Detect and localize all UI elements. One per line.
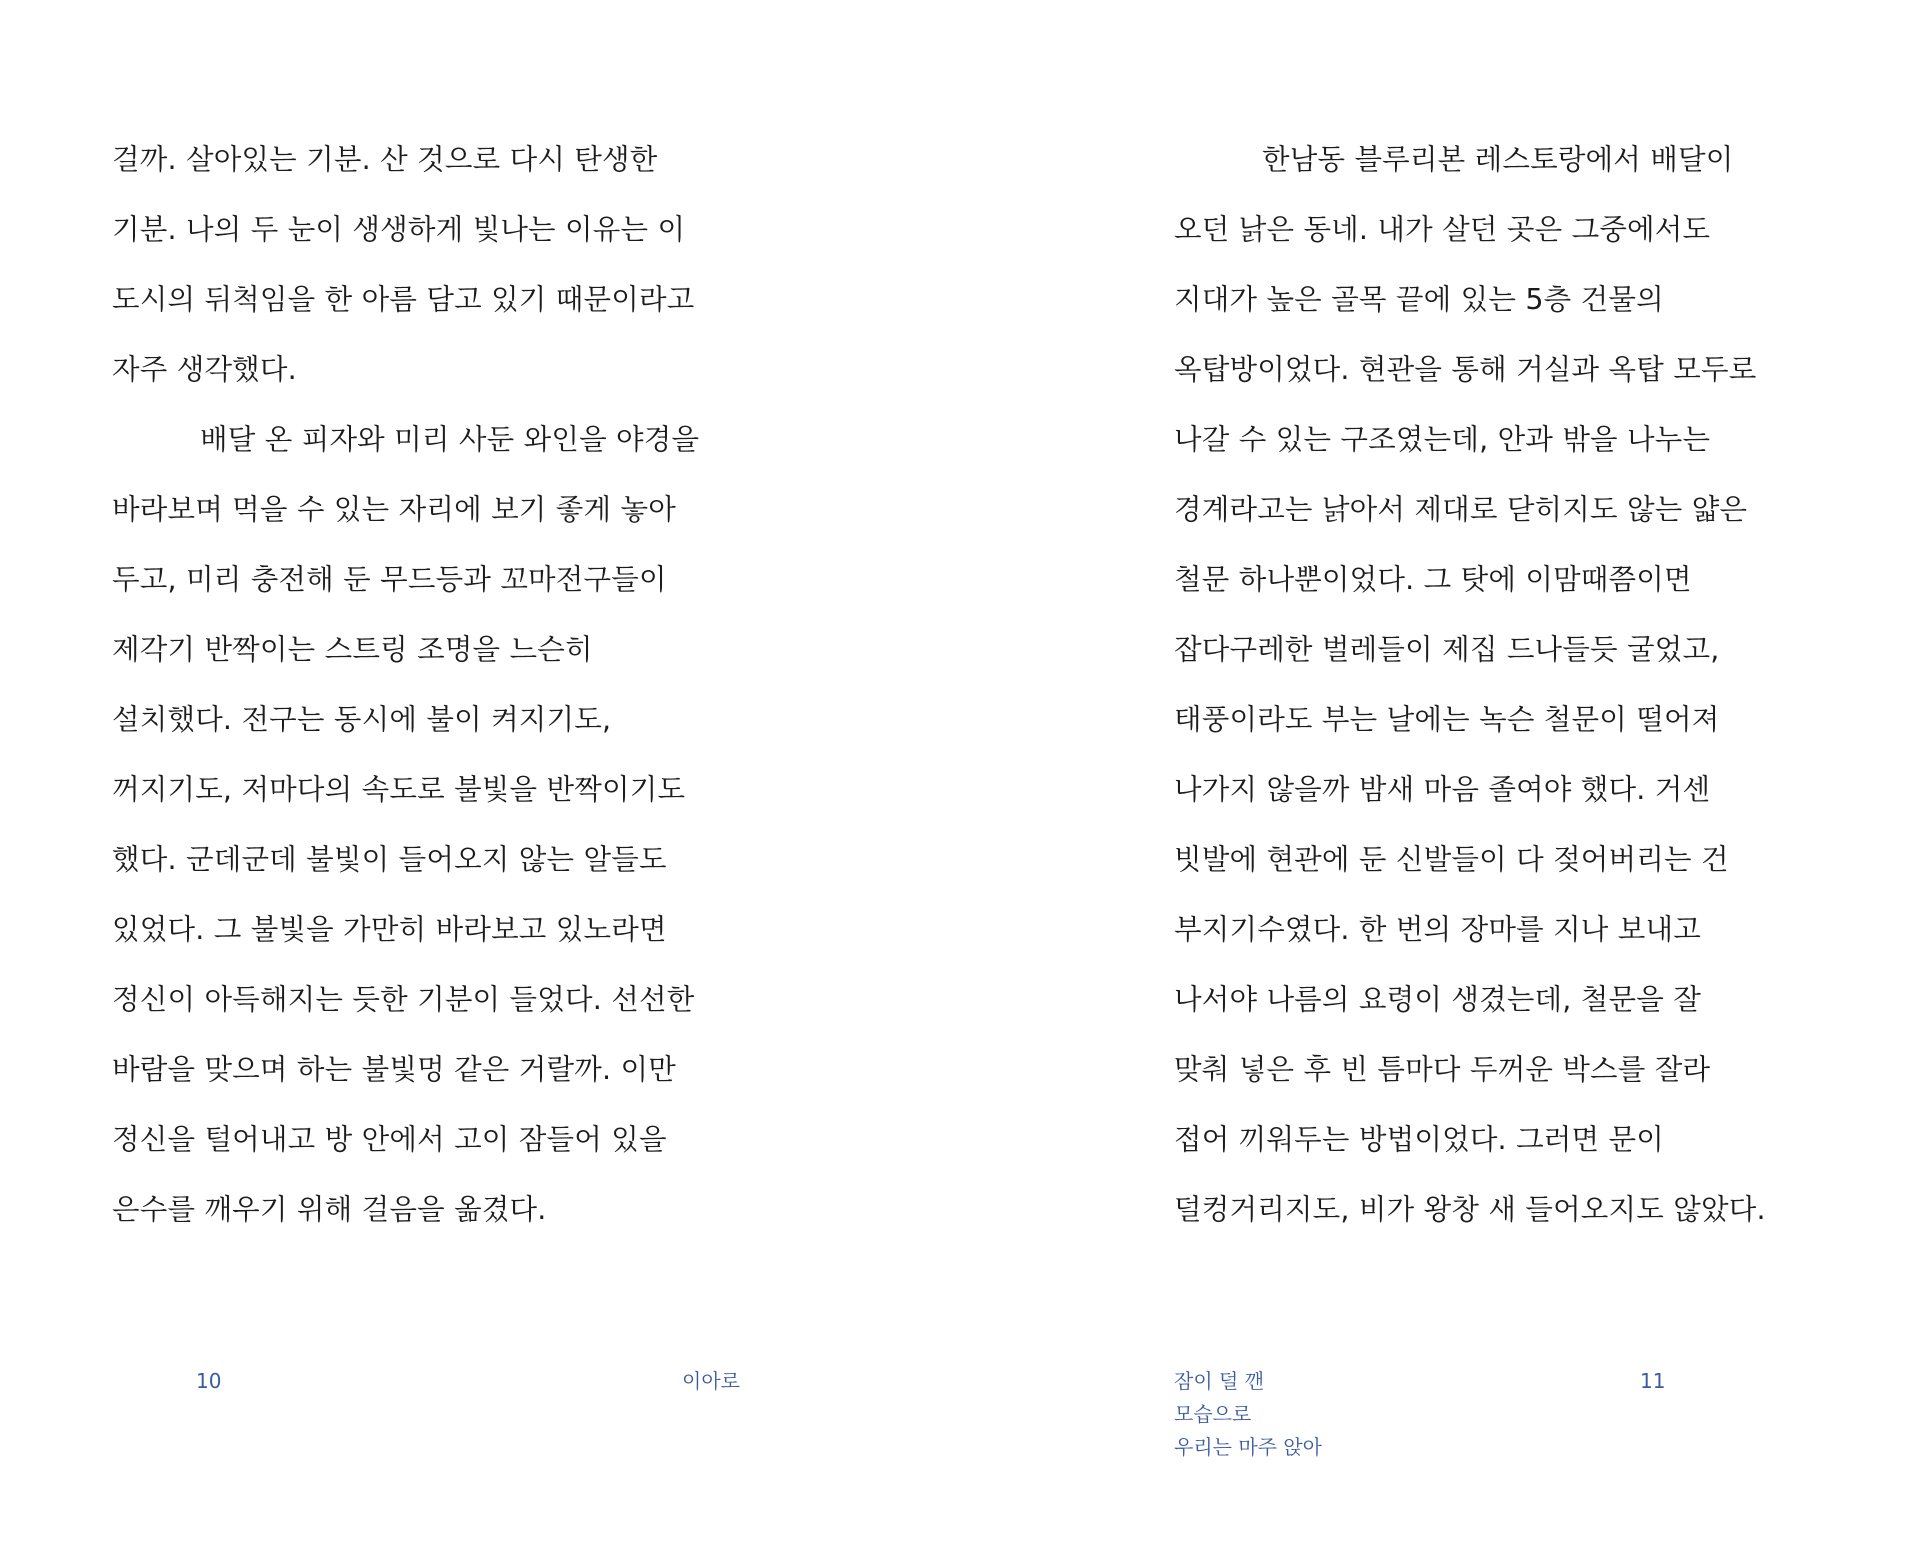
- text-line: 잡다구레한 벌레들이 제집 드나들듯 굴었고,: [1174, 633, 1720, 666]
- text-line: 빗발에 현관에 둔 신발들이 다 젖어버리는 건: [1174, 843, 1729, 876]
- text-line: 태풍이라도 부는 날에는 녹슨 철문이 떨어져: [1174, 703, 1720, 736]
- text-line: 지대가 높은 골목 끝에 있는 5층 건물의: [1174, 283, 1664, 316]
- text-line: 도시의 뒤척임을 한 아름 담고 있기 때문이라고: [112, 283, 695, 316]
- right-page-body-text: [1174, 134, 1894, 1254]
- text-line: 두고, 미리 충전해 둔 무드등과 꼬마전구들이: [112, 563, 667, 596]
- left-page-body-text: [112, 134, 832, 1254]
- text-line: 꺼지기도, 저마다의 속도로 불빛을 반짝이기도: [112, 773, 686, 806]
- running-head-title-line: 모습으로: [1174, 1402, 1252, 1426]
- text-line: 제각기 반짝이는 스트링 조명을 느슨히: [112, 633, 593, 666]
- text-line: 바라보며 먹을 수 있는 자리에 보기 좋게 놓아: [112, 493, 676, 526]
- running-head-title: [1174, 1365, 1322, 1464]
- text-line: 바람을 맞으며 하는 불빛멍 같은 거랄까. 이만: [112, 1053, 676, 1086]
- text-line: 걸까. 살아있는 기분. 산 것으로 다시 탄생한: [112, 143, 658, 176]
- text-line: 철문 하나뿐이었다. 그 탓에 이맘때쯤이면: [1174, 563, 1692, 596]
- text-line: 자주 생각했다.: [112, 353, 297, 386]
- text-line: 오던 낡은 동네. 내가 살던 곳은 그중에서도: [1174, 213, 1711, 246]
- text-line: 정신을 털어내고 방 안에서 고이 잠들어 있을: [112, 1123, 667, 1156]
- text-line: 나서야 나름의 요령이 생겼는데, 철문을 잘: [1174, 983, 1701, 1016]
- text-line-paragraph-start: 배달 온 피자와 미리 사둔 와인을 야경을: [200, 423, 700, 456]
- text-line: 나갈 수 있는 구조였는데, 안과 밖을 나누는: [1174, 423, 1711, 456]
- running-head-title-line: 우리는 마주 앉아: [1174, 1435, 1322, 1459]
- text-line-paragraph-start: 한남동 블루리본 레스토랑에서 배달이: [1262, 143, 1734, 176]
- text-line: 기분. 나의 두 눈이 생생하게 빛나는 이유는 이: [112, 213, 686, 246]
- page-number: 11: [1640, 1369, 1666, 1393]
- text-line: 덜컹거리지도, 비가 왕창 새 들어오지도 않았다.: [1174, 1193, 1766, 1226]
- running-head-title-line: 잠이 덜 깬: [1174, 1369, 1264, 1393]
- text-line: 맞춰 넣은 후 빈 틈마다 두꺼운 박스를 잘라: [1174, 1053, 1711, 1086]
- page-number: 10: [196, 1369, 222, 1393]
- text-line: 접어 끼워두는 방법이었다. 그러면 문이: [1174, 1123, 1664, 1156]
- text-line: 있었다. 그 불빛을 가만히 바라보고 있노라면: [112, 913, 667, 946]
- text-line: 했다. 군데군데 불빛이 들어오지 않는 알들도: [112, 843, 667, 876]
- right-page: [960, 0, 1920, 1560]
- text-line: 옥탑방이었다. 현관을 통해 거실과 옥탑 모두로: [1174, 353, 1757, 386]
- running-head-author: 이아로: [682, 1369, 740, 1393]
- text-line: 은수를 깨우기 위해 걸음을 옮겼다.: [112, 1193, 547, 1226]
- text-line: 나가지 않을까 밤새 마음 졸여야 했다. 거센: [1174, 773, 1711, 806]
- text-line: 정신이 아득해지는 듯한 기분이 들었다. 선선한: [112, 983, 695, 1016]
- text-line: 설치했다. 전구는 동시에 불이 켜지기도,: [112, 703, 612, 736]
- text-line: 경계라고는 낡아서 제대로 닫히지도 않는 얇은: [1174, 493, 1748, 526]
- text-line: 부지기수였다. 한 번의 장마를 지나 보내고: [1174, 913, 1701, 946]
